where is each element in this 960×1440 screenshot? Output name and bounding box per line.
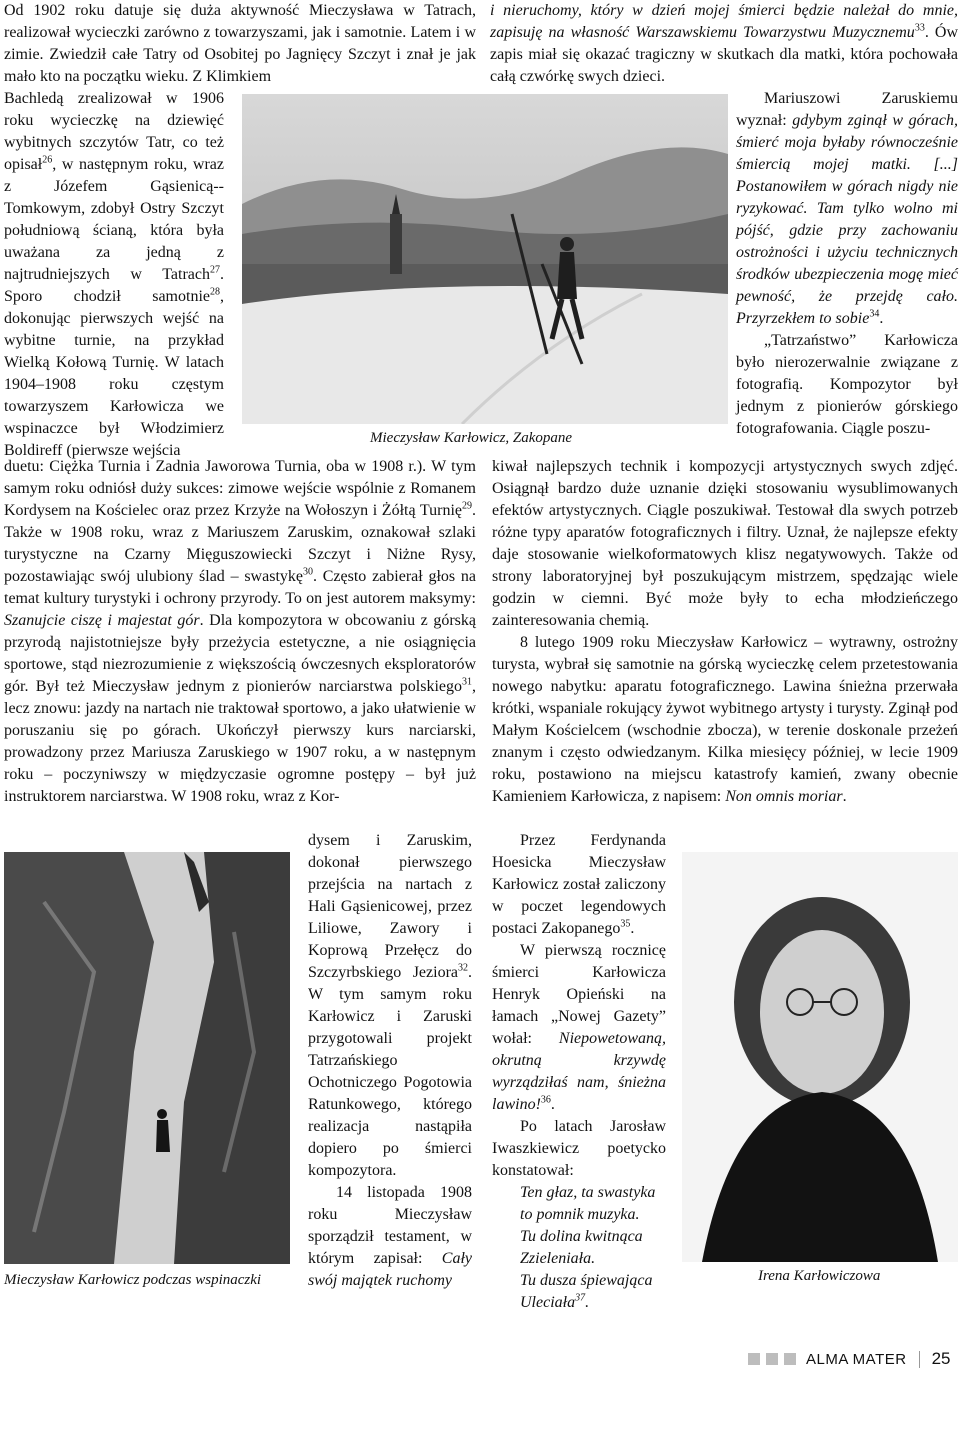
left-narrow-paragraph: Bachledą zrealizował w 1906 roku wycieczkę na dziewięć wybitnych szczytów Tatr, co też opisał$^{26}$, w następnym roku, wraz z Józefem Gąsienicą--Tomkowym, zdobył Ostry Szczyt południową ścianą, która była uważana za jedną z najtrudniejszych w Tatrach$^{27}$. Sporo chodził samotnie$^{28}$, dokonując pierwszych wejść na wybitne turnie, na przykład Wielką Kołową Turnię. W latach 1904–1908 roku częstym towarzyszem Karłowicza we wspinaczce był Włodzimierz Boldireff (pierwsze wejścia — [4, 90, 224, 459]
climbing-photo — [4, 852, 290, 1264]
magazine-name: ALMA MATER — [806, 1351, 920, 1368]
footer-squares-icon — [748, 1353, 796, 1365]
right-narrow-lower-paragraph: Przez Ferdynanda Hoesicka Mieczysław Karłowicz został zaliczony w poczet legendowych postaci Zakopanego$^{35}$. W pierwszą rocznicę śmierci Karłowicza Henryk Opieński na łamach „Nowej Gazety” wołał: Niepowetowaną, okrutną krzywdę wyrządziłaś nam, śnieżna lawino!$^{36}$. Po latach Jarosław Iwaszkiewicz poetycko konstatował: Ten głaz, ta swastyka to pomnik muzyka. Tu dolina kwitnąca Zzieleniała. Tu dusza śpiewająca Uleciała$^{37}$. — [492, 830, 666, 1314]
zaruski-quote-paragraph: Mariuszowi Zaruskiemu wyznał: gdybym zginął w górach, śmierć moja byłaby równocześnie śmiercią mojej matki. [...] Postanowiłem w górach nigdy nie ryzykować. Tam tylko wolno mi pójść, gdzie przy zachowaniu ostrożności i użyciu technicznych środków ubezpieczenia mogę mieć pewność, że przejdę cało. Przyrzekłem to sobie$^{34}$. „Tatrzaństwo” Karłowicza było nierozerwalnie związane z fotografią. Kompozytor był jednym z pionierów górskiego fotografowania. Ciągle poszu- — [736, 90, 958, 437]
ski-photo — [242, 94, 728, 424]
left-narrow-lower-paragraph: dysem i Zaruskim, dokonał pierwszego przejścia na nartach z Hali Gąsienicowej, przez Liliowe, Zawory i Koprową Przełęcz do Szczyrbskiego Jeziora$^{32}$. W tym samym roku Karłowicz i Zaruski przygotowali projekt Tatrzańskiego Ochotniczego Pogotowia Ratunkowego, którego realizacja nastąpiła dopiero po śmierci kompozytora. 14 listopada 1908 roku Mieczysław sporządził testament, w którym zapisał: Cały swój majątek ruchomy — [308, 832, 472, 1289]
left-wide-paragraph: duetu: Ciężka Turnia i Zadnia Jaworowa Turnia, oba w 1908 r.). W tym samym roku odniósł duży sukces: zimowe wejście wspólnie z Romanem Kordysem na Kościelec oraz przez Krzyże na Wołoszyn i Żółtą Turnię$^{29}$. Także w 1908 roku, wraz z Mariuszem Zaruskim, oznakował szlaki turystyczne na Czarny Mięguszowiecki Szczyt i Niżne Rysy, pozostawiając swój ulubiony ślad – swastykę$^{30}$. Często zabierał głos na temat kultury turystyki i ochrony przyrody. To on jest autorem maksymy: Szanujcie ciszę i majestat gór. Dla kompozytora w obcowaniu z górską przyrodą najistotniejsze były przeżycia estetyczne, a nie osiągnięcia sportowe, stąd niezrozumienie z większością ówczesnych eksploratorów gór. Był też Mieczysław jednym z pionierów narciarstwa polskiego$^{31}$, lecz znowu: jazdy na nartach nie traktował sportowo, a jako ułatwienie w poruszaniu się po górach. Ukończył pierwszy kurs narciarski, prowadzony przez Mariusza Zaruskiego w 1907 roku, a w następnym roku – poczyniwszy w międzyczasie ogromne postępy – był już instruktorem narciarstwa. W 1908 roku, wraz z Kor- — [4, 458, 477, 805]
ski-photo-image — [242, 94, 728, 424]
irena-portrait-caption: Irena Karłowiczowa — [758, 1268, 881, 1284]
footer — [748, 1344, 960, 1374]
climbing-photo-caption: Mieczysław Karłowicz podczas wspinaczki — [4, 1272, 262, 1288]
right-top-paragraph: i nieruchomy, który w dzień mojej śmierci będzie należał do mnie, zapisuję na własność Warszawskiemu Towarzystwu Muzycznemu$^{33}$. Ów zapis miał się okazać tragiczny w skutkach dla matki, która pochowała całą czwórkę swych dzieci. — [490, 2, 959, 85]
intro-paragraph: Od 1902 roku datuje się duża aktywność Mieczysława w Tatrach, realizował wycieczki zarówno z towarzyszami, jak i samotnie. Latem i w zimie. Zwiedził całe Tatry od Osobitej po Jagnięcy Szczyt i znał je jak mało kto na początku wieku. Z Klimkiem — [4, 2, 476, 85]
irena-portrait-image — [682, 852, 958, 1262]
poem: Ten głaz, ta swastyka to pomnik muzyka. Tu dolina kwitnąca Zzieleniała. Tu dusza śpiewająca Uleciała$^{37}$. — [520, 1184, 656, 1311]
climbing-photo-image — [4, 852, 290, 1264]
ski-photo-caption: Mieczysław Karłowicz, Zakopane — [370, 430, 573, 446]
page-number: 25 — [931, 1349, 951, 1368]
right-wide-paragraph: kiwał najlepszych technik i kompozycji artystycznych swych zdjęć. Osiągnął bardzo duże uznanie dzięki stosowaniu wysublimowanych efektów artystycznych. Ciągle poszukiwał. Testował dla swych potrzeb różne typy aparatów fotograficznych i filtry. Uznał, że najlepsze efekty daje stosowanie wielkoformatowych klisz negatywowych. Także od strony laboratoryjnej był poszukującym mistrzem, spędzając wiele godzin w ciemni. Być może były to echa młodzieńczego zainteresowania chemią. 8 lutego 1909 roku Mieczysław Karłowicz – wytrawny, ostrożny turysta, wybrał się samotnie na górską wycieczkę celem przetestowania nowego nabytku: aparatu fotograficznego. Lawina śnieżna przerwała krótki, wspaniale rokujący żywot wybitnego artysty i turysty. Zginął pod Małym Kościelcem (wschodnie zbocza), w terenie doskonale przeżeń znanym i często odwiedzanym. Kilka miesięcy później, w lecie 1909 roku, postawiono na miejscu katastrofy kamień, zwany obecnie Kamieniem Karłowicza, z napisem: Non omnis moriar. — [492, 458, 958, 805]
irena-portrait — [682, 852, 958, 1262]
